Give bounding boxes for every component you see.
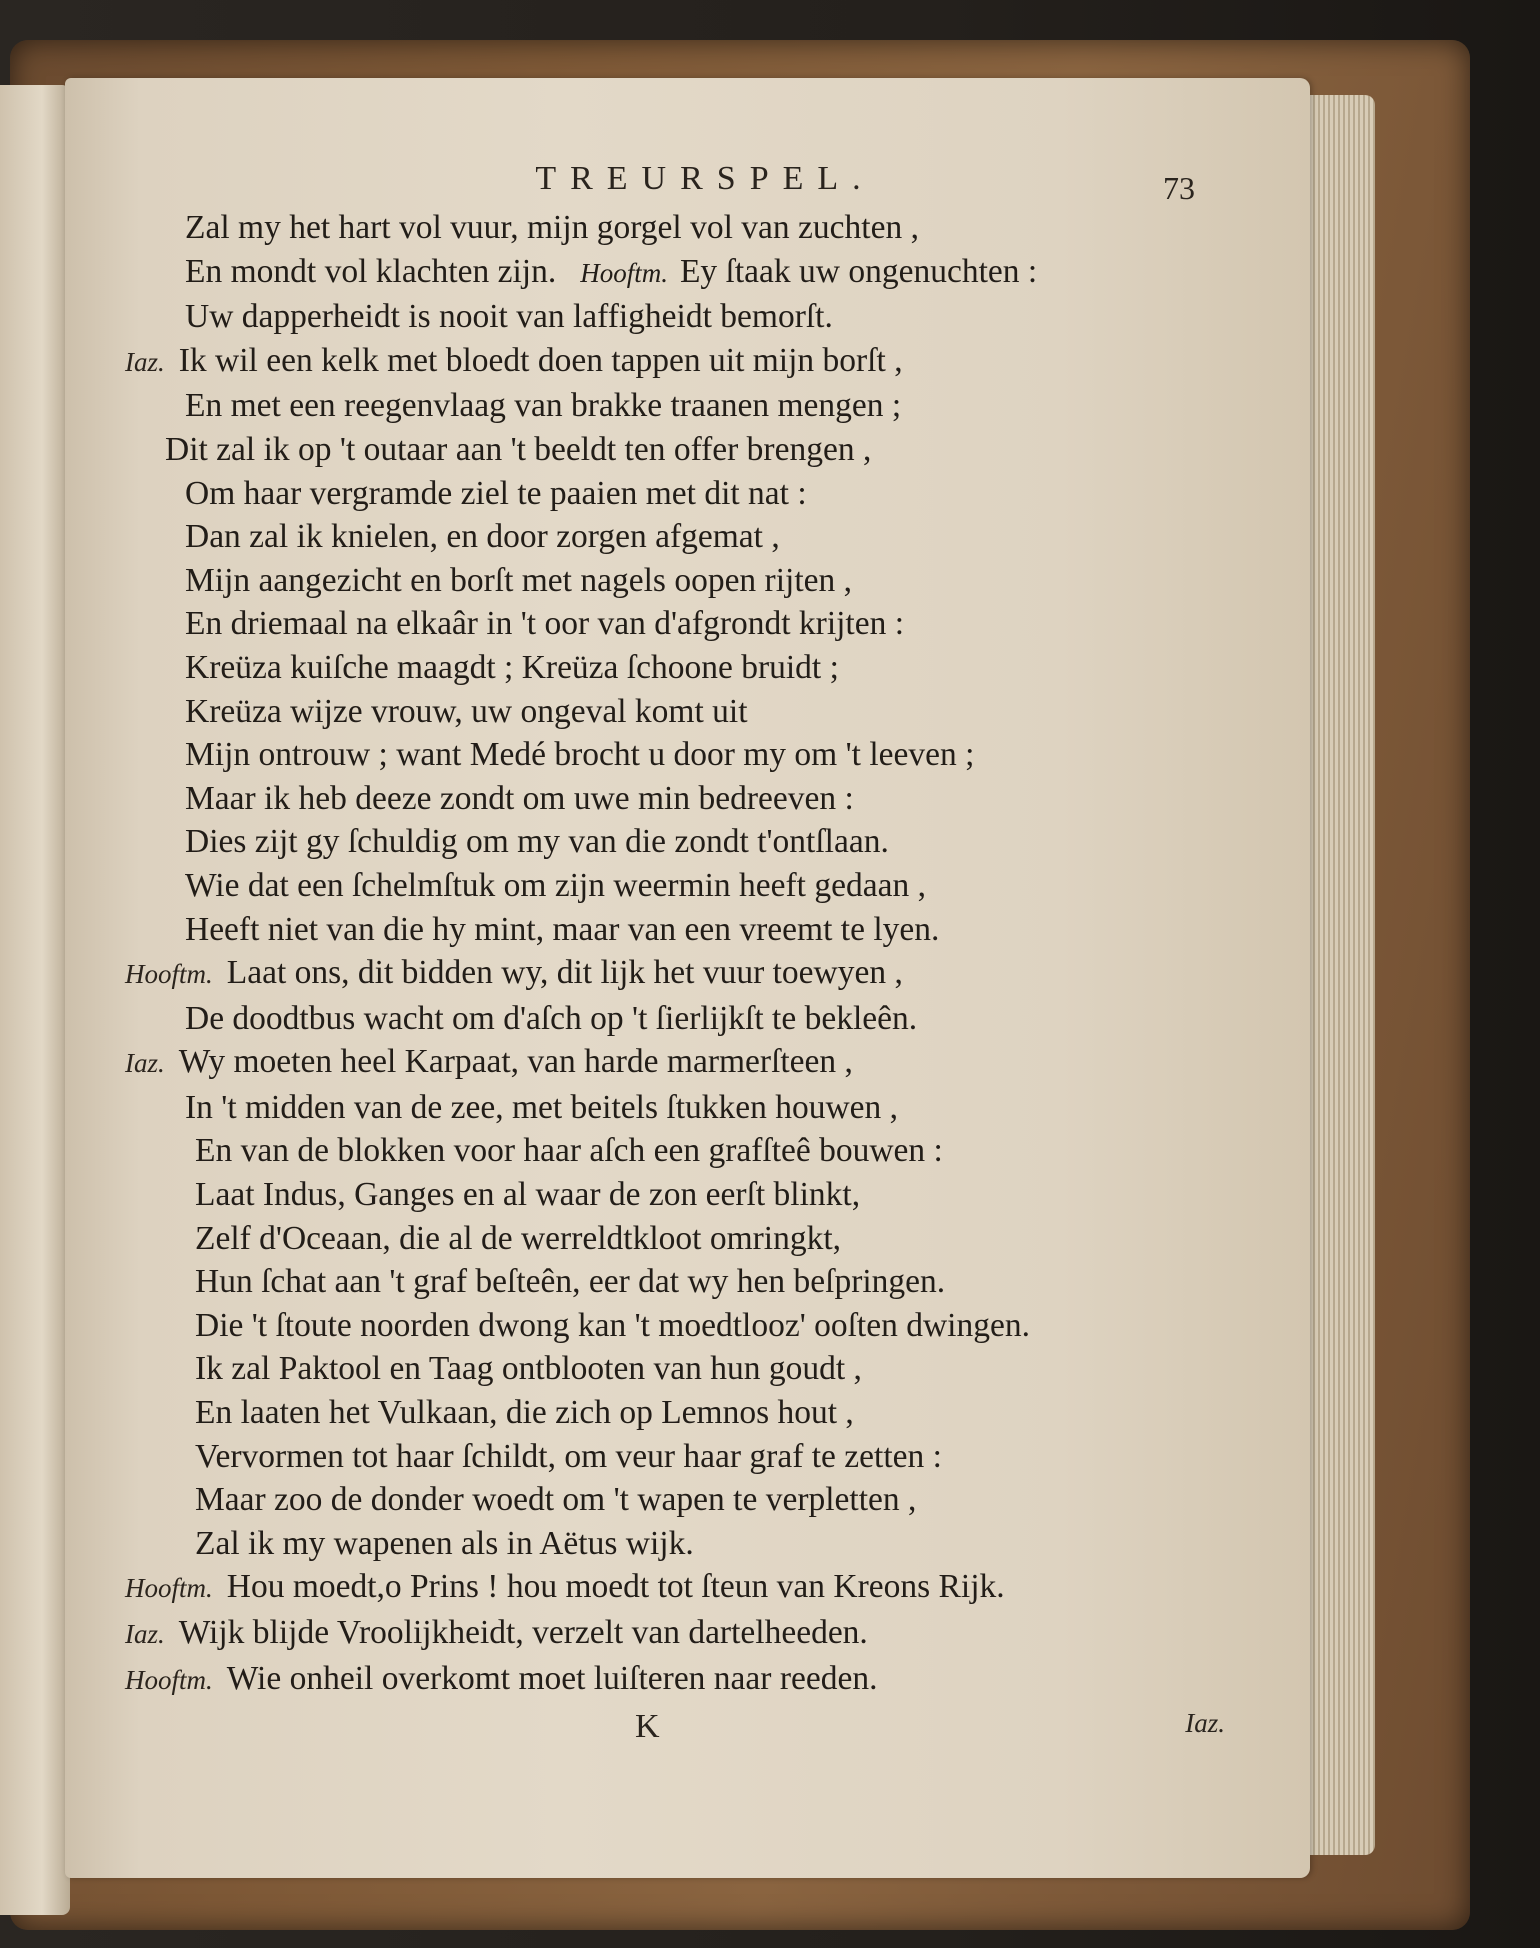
- verse-line-text: Zal ik my wapenen als in Aëtus wijk.: [195, 1524, 694, 1562]
- verse-line: [125, 339, 1285, 385]
- verse-line: [125, 777, 1285, 821]
- verse-line-text: En van de blokken voor haar aſch een grafſteê bouwen :: [195, 1132, 943, 1170]
- verse-line: [125, 472, 1285, 516]
- verse-line-text: Ik wil een kelk met bloedt doen tappen uit mijn borſt ,: [178, 341, 903, 379]
- verse-line-text: Zelf d'Oceaan, die al de werreldtkloot omringkt,: [195, 1219, 842, 1257]
- verse-line-text: De doodtbus wacht om d'aſch op 't ſierlijkſt te bekleên.: [185, 999, 918, 1037]
- verse-line: [125, 1347, 1285, 1391]
- verse-line: [125, 559, 1285, 603]
- verse-line-text: Om haar vergramde ziel te paaien met dit nat :: [185, 474, 807, 512]
- verse-line-text: In 't midden van de zee, met beitels ſtukken houwen ,: [185, 1088, 899, 1126]
- speaker-label: Iaz.: [125, 1048, 165, 1079]
- verse-line-text: Dan zal ik knielen, en door zorgen afgemat ,: [185, 518, 780, 556]
- verse-line-text: Heeft niet van die hy mint, maar van een vreemt te lyen.: [185, 910, 940, 948]
- verse-line: [125, 295, 1285, 339]
- verse-line-text: Wie onheil overkomt moet luiſteren naar reeden.: [226, 1659, 878, 1697]
- verse-line: [125, 602, 1285, 646]
- verse-line: [125, 1565, 1285, 1611]
- speaker-label: Iaz.: [125, 346, 165, 377]
- verse-line: [125, 733, 1285, 777]
- verse-line: [125, 1086, 1285, 1130]
- speaker-label: Iaz.: [125, 1619, 165, 1649]
- verse-line-text: Kreüza wijze vrouw, uw ongeval komt uit: [185, 692, 748, 730]
- verse-line: [125, 1173, 1285, 1217]
- verse-line-text: Laat Indus, Ganges en al waar de zon eerſt blinkt,: [195, 1176, 861, 1214]
- verse-line-text: Dit zal ik op 't outaar aan 't beeldt ten offer brengen ,: [165, 430, 872, 468]
- verse-line-text: Mijn aangezicht en borſt met nagels oopen rijten ,: [185, 561, 853, 599]
- previous-page-edge: [0, 85, 70, 1915]
- verse-text: [125, 206, 1285, 1702]
- verse-line-text: Dies zijt gy ſchuldig om my van die zondt t'ontſlaan.: [185, 823, 889, 861]
- verse-line: [125, 515, 1285, 559]
- catchword: Iaz.: [1185, 1708, 1225, 1738]
- verse-line-text: En met een reegenvlaag van brakke traanen mengen ;: [185, 387, 902, 425]
- verse-line: [125, 1435, 1285, 1479]
- verse-line: [125, 250, 1285, 296]
- verse-line: [125, 1522, 1285, 1566]
- verse-line: [125, 428, 1285, 472]
- verse-line-text: Die 't ſtoute noorden dwong kan 't moedtlooz' ooſten dwingen.: [195, 1306, 1030, 1344]
- verse-line-text: En mondt vol klachten zijn.: [185, 252, 557, 290]
- verse-line: [125, 206, 1285, 250]
- verse-line: [125, 1040, 1285, 1086]
- verse-line-text: Wy moeten heel Karpaat, van harde marmerſteen ,: [178, 1043, 853, 1081]
- verse-line-text: En driemaal na elkaâr in 't oor van d'afgrondt krijten :: [185, 605, 905, 643]
- verse-line: [125, 1391, 1285, 1435]
- verse-line: [125, 997, 1285, 1041]
- verse-line-text: Maar ik heb deeze zondt om uwe min bedreeven :: [185, 779, 854, 817]
- verse-line-text: Mijn ontrouw ; want Medé brocht u door my om 't leeven ;: [185, 736, 975, 774]
- verse-line-text: Wijk blijde Vroolijkheidt, verzelt van dartelheeden.: [178, 1614, 868, 1651]
- verse-line: [125, 384, 1285, 428]
- speaker-label: Hooftm.: [125, 959, 213, 990]
- verse-line-text: Vervormen tot haar ſchildt, om veur haar graf te zetten :: [195, 1437, 942, 1475]
- speaker-label: Hooftm.: [125, 1573, 213, 1604]
- verse-line: [125, 1217, 1285, 1261]
- book-page: [65, 78, 1310, 1878]
- signature-mark: K: [635, 1708, 660, 1745]
- verse-line-text: En laaten het Vulkaan, die zich op Lemnos hout ,: [195, 1394, 854, 1432]
- page-number: 73: [1163, 170, 1195, 206]
- verse-line-text: Zal my het hart vol vuur, mijn gorgel vol van zuchten ,: [185, 209, 919, 246]
- verse-line: [125, 1611, 1285, 1657]
- verse-line: [125, 820, 1285, 864]
- inline-speaker-label: Hooftm.: [580, 257, 668, 288]
- verse-line-text: Ik zal Paktool en Taag ontblooten van hun goudt ,: [195, 1350, 862, 1388]
- verse-line: [125, 646, 1285, 690]
- verse-line: [125, 908, 1285, 952]
- verse-line: [125, 1657, 1285, 1703]
- verse-line: [125, 1478, 1285, 1522]
- verse-line-text: Hun ſchat aan 't graf beſteên, eer dat wy hen beſpringen.: [195, 1263, 946, 1301]
- verse-line: [125, 690, 1285, 734]
- verse-line-text: Wie dat een ſchelmſtuk om zijn weermin heeft gedaan ,: [185, 866, 926, 904]
- verse-line-text: Laat ons, dit bidden wy, dit lijk het vuur toewyen ,: [226, 954, 903, 992]
- verse-line-text: Uw dapperheidt is nooit van laffigheidt bemorſt.: [185, 298, 833, 336]
- verse-line-text: Hou moedt,o Prins ! hou moedt tot ſteun van Kreons Rijk.: [226, 1568, 1005, 1606]
- speaker-label: Hooftm.: [125, 1664, 213, 1695]
- verse-line: [125, 1304, 1285, 1348]
- verse-line-text: Kreüza kuiſche maagdt ; Kreüza ſchoone bruidt ;: [185, 648, 839, 686]
- verse-line: [125, 951, 1285, 997]
- verse-line: [125, 864, 1285, 908]
- verse-line-continuation: Ey ſtaak uw ongenuchten :: [679, 252, 1038, 290]
- running-head: TREURSPEL.: [535, 160, 875, 197]
- verse-line-text: Maar zoo de donder woedt om 't wapen te verpletten ,: [195, 1481, 917, 1519]
- verse-line: [125, 1129, 1285, 1173]
- verse-line: [125, 1260, 1285, 1304]
